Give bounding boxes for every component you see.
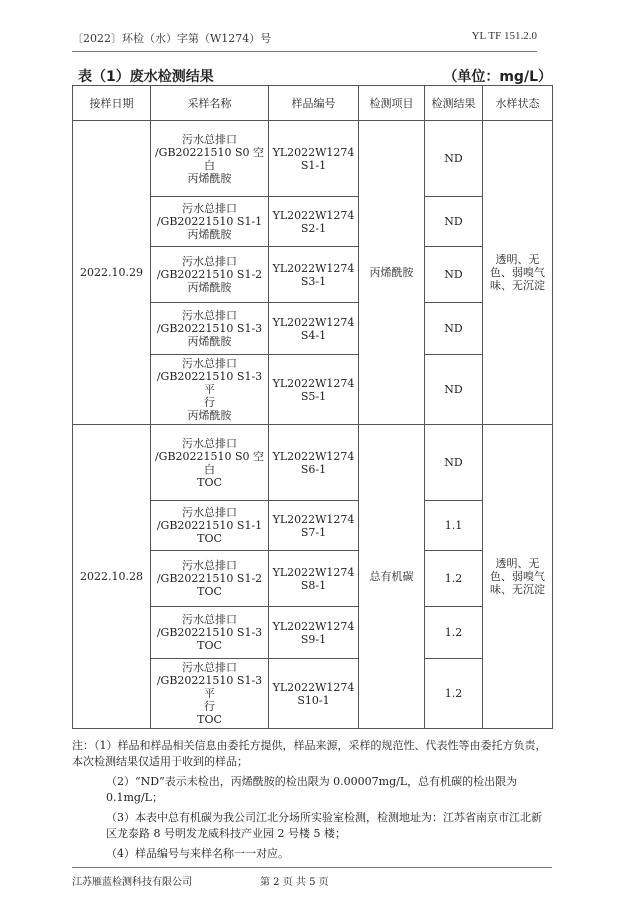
sample-name-line: TOC <box>197 713 222 726</box>
sample-id-cell <box>269 303 359 355</box>
col-header-sample-name: 采样名称 <box>151 86 269 121</box>
col-header-water-state: 水样状态 <box>483 86 553 121</box>
sample-name-line: 丙烯酰胺 <box>187 335 232 348</box>
sample-id-line: S7-1 <box>300 525 327 539</box>
result-cell: ND <box>425 425 483 501</box>
sample-name-cell <box>151 197 269 247</box>
sample-name-line: 污水总排口 <box>182 661 237 674</box>
result-cell: ND <box>425 121 483 197</box>
sample-id-cell <box>269 425 359 501</box>
sample-id-line: S5-1 <box>300 389 327 403</box>
sample-name-line: 污水总排口 <box>182 506 237 519</box>
sample-name-line: 污水总排口 <box>182 309 237 322</box>
sample-name-line: /GB20221510 S1-3 平 <box>156 674 263 700</box>
sample-id-line: YL2022W1274 <box>272 619 355 633</box>
sample-id-cell <box>269 501 359 551</box>
result-cell: ND <box>425 355 483 425</box>
sample-name-line: TOC <box>197 532 222 545</box>
sample-name-line: /GB20221510 S1-3 <box>156 626 263 639</box>
result-cell: ND <box>425 197 483 247</box>
header-divider <box>72 51 537 52</box>
sample-name-line: 污水总排口 <box>182 357 237 370</box>
sample-id-line: YL2022W1274 <box>272 512 355 526</box>
sample-id-line: YL2022W1274 <box>272 449 355 463</box>
table-header-row <box>73 86 553 121</box>
sample-name-line: 白 <box>204 158 215 172</box>
sample-name-line: 丙烯酰胺 <box>187 409 232 422</box>
test-item-cell: 丙烯酰胺 <box>359 121 425 425</box>
receipt-date-cell: 2022.10.28 <box>73 425 151 729</box>
form-code: YL TF 151.2.0 <box>471 30 537 42</box>
note-4: （4）样品编号与来样名称一一对应。 <box>106 847 289 860</box>
note-2: （2）“ND”表示未检出，丙烯酰胺的检出限为 0.00007mg/L，总有机碳的检出限为 0.1mg/L； <box>106 775 518 804</box>
sample-id-cell <box>269 551 359 607</box>
sample-id-line: YL2022W1274 <box>272 376 355 390</box>
sample-name-cell <box>151 551 269 607</box>
sample-id-line: S4-1 <box>300 328 327 342</box>
result-cell: ND <box>425 303 483 355</box>
water-state-cell: 透明、无色、弱嗅气味、无沉淀 <box>483 121 553 425</box>
water-state-cell: 透明、无色、弱嗅气味、无沉淀 <box>483 425 553 729</box>
sample-id-cell <box>269 247 359 303</box>
col-header-result: 检测结果 <box>425 86 483 121</box>
result-cell: ND <box>425 247 483 303</box>
page-footer <box>72 873 552 887</box>
result-cell: 1.2 <box>425 607 483 659</box>
sample-id-line: S2-1 <box>300 221 327 235</box>
sample-id-line: YL2022W1274 <box>272 145 355 159</box>
sample-name-line: /GB20221510 S1-2 <box>156 268 263 281</box>
sample-id-line: S6-1 <box>300 462 327 476</box>
sample-name-line: 丙烯酰胺 <box>187 171 232 185</box>
sample-name-line: 污水总排口 <box>182 255 237 268</box>
sample-name-line: 污水总排口 <box>182 436 237 450</box>
sample-name-line: TOC <box>197 475 222 489</box>
sample-name-cell <box>151 121 269 197</box>
sample-id-line: S9-1 <box>300 632 327 646</box>
sample-name-line: /GB20221510 S1-1 <box>156 519 263 532</box>
note-1: 注：（1）样品和样品相关信息由委托方提供，样品来源，采样的规范性、代表性等由委托方负责，本次检测结果仅适用于收到的样品； <box>72 739 547 768</box>
sample-id-cell <box>269 197 359 247</box>
sample-name-cell <box>151 501 269 551</box>
sample-name-cell <box>151 607 269 659</box>
sample-id-cell <box>269 355 359 425</box>
table-row <box>73 425 553 501</box>
sample-name-line: 污水总排口 <box>182 613 237 626</box>
sample-name-line: /GB20221510 S1-3 平 <box>156 370 263 396</box>
sample-id-cell <box>269 121 359 197</box>
test-item-cell: 总有机碳 <box>359 425 425 729</box>
receipt-date-cell: 2022.10.29 <box>73 121 151 425</box>
sample-id-line: YL2022W1274 <box>272 261 355 275</box>
sample-id-line: YL2022W1274 <box>272 315 355 329</box>
sample-name-line: /GB20221510 S1-2 <box>156 572 263 585</box>
results-table <box>72 85 553 729</box>
sample-id-line: S3-1 <box>300 274 327 288</box>
col-header-sample-id: 样品编号 <box>269 86 359 121</box>
col-header-date: 接样日期 <box>73 86 151 121</box>
sample-id-cell <box>269 607 359 659</box>
sample-id-line: YL2022W1274 <box>272 208 355 222</box>
notes-section <box>72 738 552 866</box>
sample-name-line: /GB20221510 S1-1 <box>156 215 263 228</box>
sample-name-line: 丙烯酰胺 <box>187 281 232 294</box>
note-3: （3）本表中总有机碳为我公司江北分场所实验室检测，检测地址为：江苏省南京市江北新区龙泰路 8 号明发龙威科技产业园 2 号楼 5 楼； <box>106 811 542 840</box>
table-row <box>73 121 553 197</box>
sample-name-line: 行 <box>204 396 215 409</box>
sample-id-line: YL2022W1274 <box>272 680 355 694</box>
sample-id-line: S1-1 <box>300 158 327 172</box>
col-header-test-item: 检测项目 <box>359 86 425 121</box>
sample-id-line: YL2022W1274 <box>272 565 355 579</box>
table-title: 表（1）废水检测结果 <box>78 69 214 85</box>
sample-name-line: /GB20221510 S0 空 <box>154 145 265 159</box>
sample-name-line: 行 <box>204 700 215 713</box>
sample-name-line: TOC <box>197 639 222 652</box>
page-header <box>72 30 537 48</box>
sample-name-line: 污水总排口 <box>182 132 237 146</box>
sample-name-line: 白 <box>204 462 215 476</box>
sample-name-line: /GB20221510 S0 空 <box>154 449 265 463</box>
sample-name-cell <box>151 659 269 729</box>
sample-name-cell <box>151 303 269 355</box>
sample-name-cell <box>151 425 269 501</box>
sample-id-cell <box>269 659 359 729</box>
sample-name-cell <box>151 355 269 425</box>
sample-name-line: /GB20221510 S1-3 <box>156 322 263 335</box>
sample-name-line: 丙烯酰胺 <box>187 228 232 241</box>
company-name: 江苏雁蓝检测科技有限公司 <box>72 877 192 888</box>
unit-label: （单位：mg/L） <box>443 69 552 85</box>
sample-name-cell <box>151 247 269 303</box>
doc-number: 〔2022〕环检（水）字第（W1274）号 <box>72 32 272 45</box>
sample-id-line: S10-1 <box>297 693 330 707</box>
result-cell: 1.1 <box>425 501 483 551</box>
footer-divider <box>72 867 552 868</box>
sample-id-line: S8-1 <box>300 578 327 592</box>
result-cell: 1.2 <box>425 659 483 729</box>
sample-name-line: 污水总排口 <box>182 202 237 215</box>
page-number: 第 2 页 共 5 页 <box>260 877 329 888</box>
sample-name-line: TOC <box>197 585 222 598</box>
result-cell: 1.2 <box>425 551 483 607</box>
sample-name-line: 污水总排口 <box>182 559 237 572</box>
